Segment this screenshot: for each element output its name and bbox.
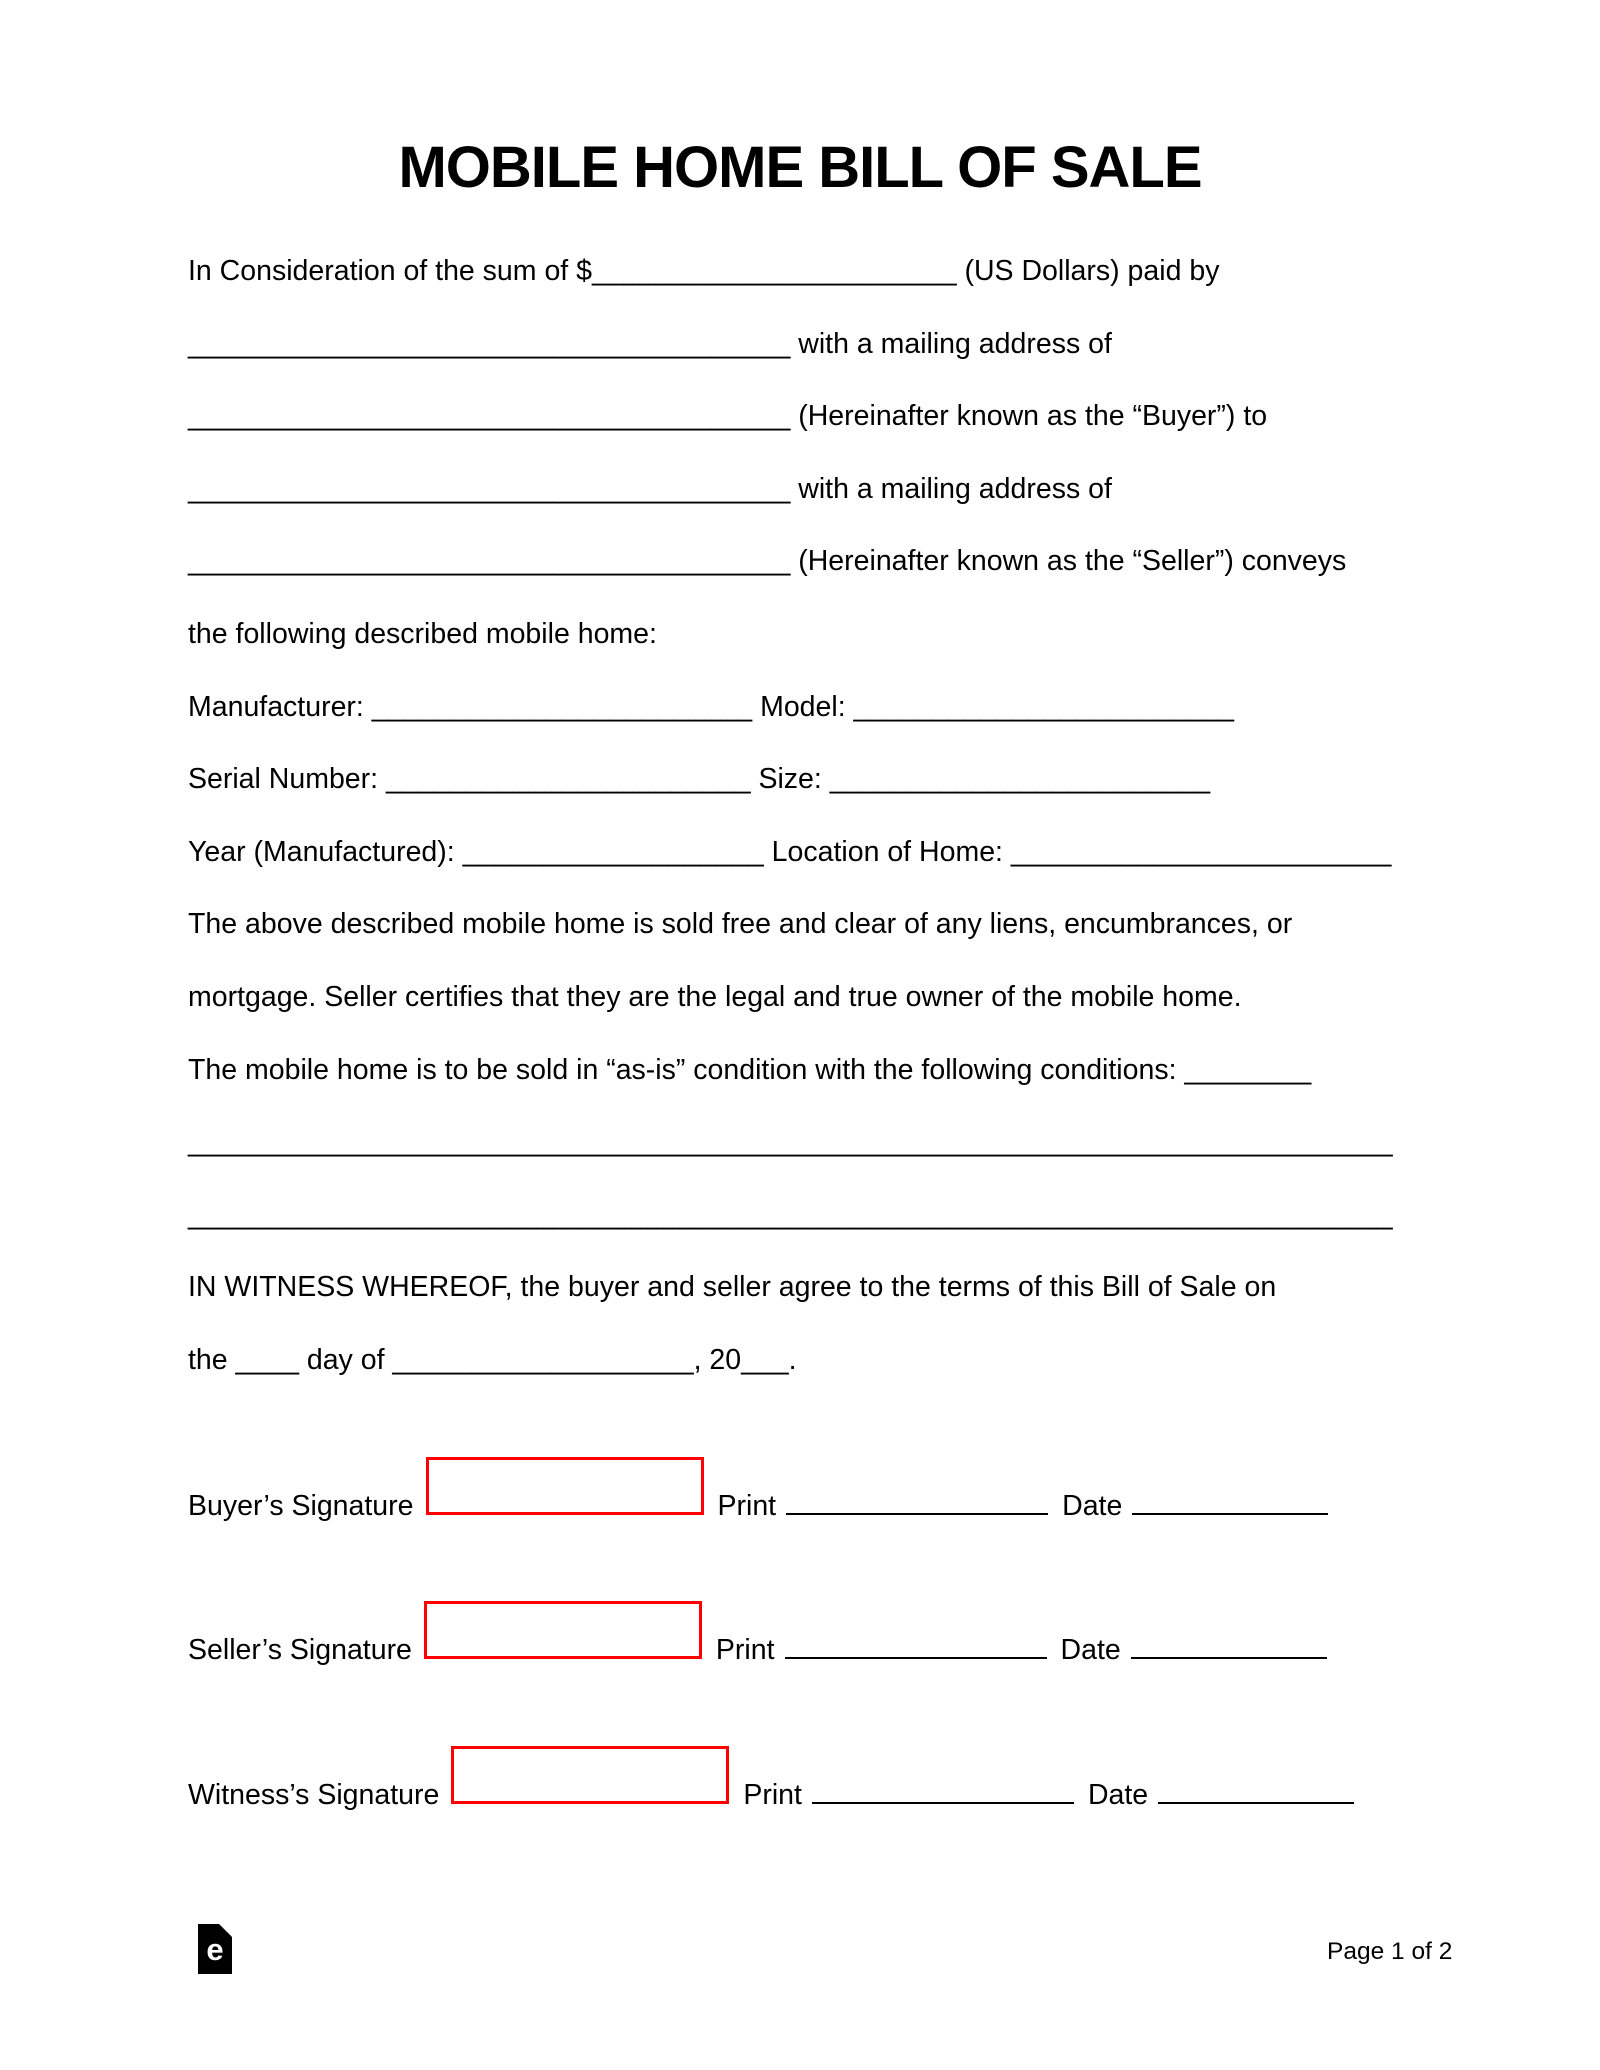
line-free-and-clear-1: The above described mobile home is sold free and clear of any liens, encumbrances, or	[188, 908, 1293, 941]
witness-date-line	[1158, 1772, 1354, 1804]
form-body	[188, 235, 1478, 1397]
seller-date-label: Date	[1060, 1634, 1121, 1666]
eforms-logo	[198, 1924, 232, 1974]
line-year-location: Year (Manufactured): ___________________ Location of Home: ________________________	[188, 835, 1392, 868]
line-seller-name: ______________________________________ with a mailing address of	[188, 472, 1112, 505]
line-witness-whereof: IN WITNESS WHEREOF, the buyer and seller agree to the terms of this Bill of Sale on	[188, 1271, 1277, 1304]
page-title: MOBILE HOME BILL OF SALE	[398, 135, 1202, 200]
line-seller-address: ______________________________________ (Hereinafter known as the “Seller”) conveys	[188, 545, 1347, 578]
line-buyer-name: ______________________________________ with a mailing address of	[188, 327, 1112, 360]
seller-print-line	[785, 1627, 1047, 1659]
seller-signature-line	[424, 1627, 702, 1659]
buyer-print-label: Print	[717, 1490, 777, 1522]
line-buyer-address: ______________________________________ (Hereinafter known as the “Buyer”) to	[188, 400, 1268, 433]
buyer-signature-field-box[interactable]	[426, 1457, 704, 1515]
seller-print-label: Print	[715, 1634, 775, 1666]
buyer-date-label: Date	[1062, 1490, 1123, 1522]
line-date-of-sale: the ____ day of ___________________, 20___.	[188, 1343, 797, 1376]
line-conditions-blank-2: ____________________________________________________________________________	[188, 1198, 1393, 1231]
line-as-is-conditions: The mobile home is to be sold in “as-is” condition with the following conditions: ________	[188, 1053, 1312, 1086]
line-free-and-clear-2: mortgage. Seller certifies that they are the legal and true owner of the mobile home.	[188, 980, 1242, 1013]
page-number: Page 1 of 2	[1327, 1938, 1453, 1965]
buyer-signature-row	[188, 1483, 1328, 1526]
eforms-logo-letter: e	[206, 1932, 224, 1967]
witness-print-line	[812, 1772, 1074, 1804]
witness-signature-row	[188, 1772, 1354, 1815]
seller-date-line	[1131, 1627, 1327, 1659]
line-described-home-intro: the following described mobile home:	[188, 617, 657, 650]
seller-signature-label: Seller’s Signature	[188, 1634, 412, 1666]
line-consideration-amount: In Consideration of the sum of $_______________________ (US Dollars) paid by	[188, 255, 1220, 287]
line-conditions-blank-1: ____________________________________________________________________________	[188, 1126, 1393, 1159]
seller-signature-field-box[interactable]	[424, 1601, 702, 1659]
buyer-print-line	[786, 1483, 1048, 1515]
witness-signature-label: Witness’s Signature	[188, 1779, 440, 1811]
line-manufacturer-model: Manufacturer: ________________________ Model: ________________________	[188, 690, 1234, 723]
witness-print-label: Print	[743, 1779, 802, 1811]
buyer-signature-label: Buyer’s Signature	[188, 1490, 414, 1522]
buyer-signature-line	[426, 1483, 704, 1515]
line-serial-size: Serial Number: _______________________ Size: ________________________	[188, 763, 1211, 796]
witness-date-label: Date	[1087, 1779, 1149, 1811]
witness-signature-line	[451, 1772, 729, 1804]
witness-signature-field-box[interactable]	[451, 1746, 729, 1804]
buyer-date-line	[1132, 1483, 1328, 1515]
seller-signature-row	[188, 1627, 1327, 1670]
